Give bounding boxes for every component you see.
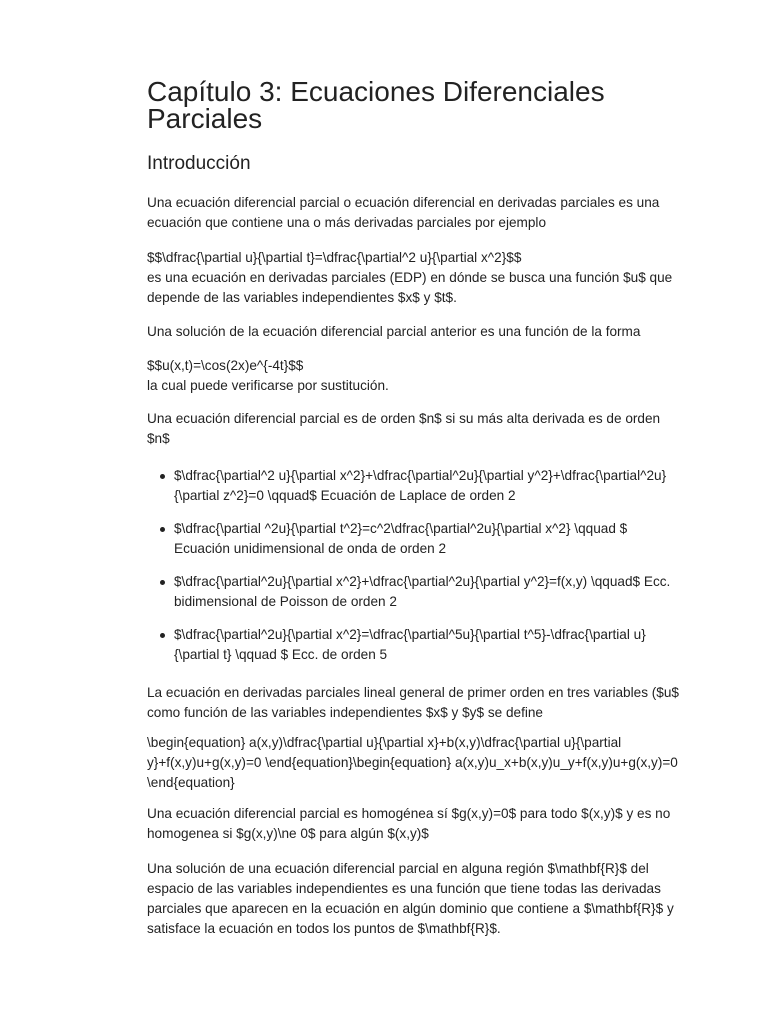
latex-equation-solution: $$u(x,t)=\cos(2x)e^{-4t}$$ bbox=[147, 358, 304, 373]
paragraph-solution-intro: Una solución de la ecuación diferencial parcial anterior es una función de la forma bbox=[147, 324, 641, 339]
paragraph-solution-region: Una solución de una ecuación diferencial parcial en alguna región $\mathbf{R}$ del espacio de las variables independientes es una función que tiene todas las derivadas parciales que aparecen en la ecuación en algún dominio que contiene a $\mathbf{R}$ y satisface la ecuación en todos los puntos de $\mathbf{R}$. bbox=[147, 861, 674, 936]
paragraph-example-equation bbox=[147, 248, 686, 308]
list-item-text: $\dfrac{\partial ^2u}{\partial t^2}=c^2\dfrac{\partial^2u}{\partial x^2} \qquad $ Ecuación unidimensional de onda de orden 2 bbox=[174, 521, 628, 556]
list-item-text: $\dfrac{\partial^2 u}{\partial x^2}+\dfrac{\partial^2u}{\partial y^2}+\dfrac{\partial^2u}{\partial z^2}=0 \qquad$ Ecuación de Laplace de orden 2 bbox=[174, 468, 667, 503]
paragraph-definition: Una ecuación diferencial parcial o ecuación diferencial en derivadas parciales es una ecuación que contiene una o más derivadas parciales por ejemplo bbox=[147, 195, 660, 230]
chapter-title: Capítulo 3: Ecuaciones Diferenciales Parciales bbox=[147, 76, 605, 134]
paragraph-solution-form bbox=[147, 356, 686, 396]
bullet-icon bbox=[160, 527, 165, 532]
bullet-icon bbox=[160, 580, 165, 585]
paragraph-general-equation: \begin{equation} a(x,y)\dfrac{\partial u}{\partial x}+b(x,y)\dfrac{\partial u}{\partial y}+f(x,y)u+g(x,y)=0 \end{equation}\begin{equation} a(x,y)u_x+b(x,y)u_y+f(x,y)u+g(x,y)=0 \end{equation} bbox=[147, 735, 678, 790]
list-item-text: $\dfrac{\partial^2u}{\partial x^2}=\dfrac{\partial^5u}{\partial t^5}-\dfrac{\partial u}{\partial t} \qquad $ Ecc. de orden 5 bbox=[174, 627, 646, 662]
paragraph-order-definition: Una ecuación diferencial parcial es de orden $n$ si su más alta derivada es de orden $n$ bbox=[147, 411, 661, 446]
list-item bbox=[174, 625, 686, 665]
list-item-text: $\dfrac{\partial^2u}{\partial x^2}+\dfrac{\partial^2u}{\partial y^2}=f(x,y) \qquad$ Ecc. bidimensional de Poisson de orden 2 bbox=[174, 574, 671, 609]
latex-equation-heat: $$\dfrac{\partial u}{\partial t}=\dfrac{\partial^2 u}{\partial x^2}$$ bbox=[147, 250, 522, 265]
list-item bbox=[174, 519, 686, 559]
section-heading-introduccion: Introducción bbox=[147, 153, 251, 174]
list-item bbox=[174, 466, 686, 506]
equation-examples-list bbox=[147, 466, 686, 665]
list-item bbox=[174, 572, 686, 612]
bullet-icon bbox=[160, 633, 165, 638]
paragraph-edp-explanation: es una ecuación en derivadas parciales (EDP) en dónde se busca una función $u$ que depende de las variables independientes $x$ y $t$. bbox=[147, 270, 673, 305]
bullet-icon bbox=[160, 474, 165, 479]
paragraph-linear-first-order: La ecuación en derivadas parciales lineal general de primer orden en tres variables ($u$ como función de las variables independientes $x$ y $y$ se define bbox=[147, 685, 679, 720]
paragraph-homogeneous: Una ecuación diferencial parcial es homogénea sí $g(x,y)=0$ para todo $(x,y)$ y es no homogenea si $g(x,y)\ne 0$ para algún $(x,y)$ bbox=[147, 806, 671, 841]
paragraph-verification: la cual puede verificarse por sustitución. bbox=[147, 378, 389, 393]
